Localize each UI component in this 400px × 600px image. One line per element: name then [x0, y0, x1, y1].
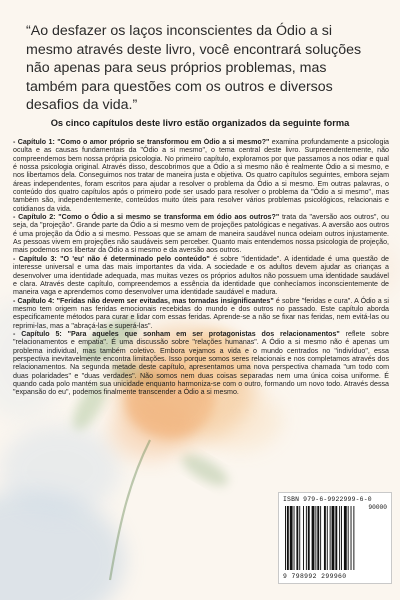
barcode-bar — [330, 506, 331, 570]
isbn-barcode — [278, 492, 392, 584]
barcode-bar — [294, 506, 295, 570]
chapter-5-title: "Para aqueles que sonham em ser protagonistas dos relacionamentos" — [67, 329, 340, 338]
chapter-1-summary — [13, 138, 389, 213]
barcode-bar — [315, 506, 316, 570]
barcode-bar — [285, 506, 286, 570]
barcode-bar — [317, 506, 319, 570]
chapter-5-body: reflete sobre "relacionamentos e empatia". É uma discussão sobre "relações humanas". A Ódio a si mesmo não é apenas um problema individual, mas também coletivo. Embora vejamos a vida e o mundo centrados no "indivíduo", essa perspectiva inevitavelmente encontra limitações. Isso porque somos seres relacionais e nos completamos através dos relacionamentos. Na segunda metade deste capítulo, apresentamos uma nova perspectiva chamada "um todo com duas polaridades" e "duas verdades". Não somos nem duas coisas separadas nem uma única coisa uniforme. É quando cada polo mantém sua unicidade enquanto harmoniza-se com o outro, formando um novo todo. Através dessa "expansão do eu", podemos finalmente transcender a Ódio a si mesmo. — [13, 329, 389, 397]
barcode-bar — [341, 506, 342, 570]
chapter-4-lead: - Capítulo 4: — [13, 296, 57, 305]
barcode-number: 9 798992 299960 — [283, 573, 347, 580]
chapter-1-title: "Como o amor próprio se transformou em Ódio a si mesmo?" — [57, 138, 270, 146]
chapter-3-title: "O 'eu' não é determinado pelo conteúdo" — [60, 254, 210, 263]
chapter-2-title: "Como o Ódio a si mesmo se transforma em ódio aos outros?" — [58, 213, 280, 222]
chapter-1-lead: - Capítulo 1: — [13, 138, 58, 146]
chapter-4-body: é sobre "feridas e cura". A Ódio a si mesmo tem origem nas feridas emocionais recebidas do mundo e dos outros no passado. Este capítulo aborda especificamente métodos para curar e lidar com essas feridas. Aprende-se a não se fixar nas feridas, nem evitá-las ou reprimi-las, mas a "abraçá-las e superá-las". — [13, 296, 389, 330]
chapter-3-summary — [13, 255, 389, 297]
chapter-2-summary — [13, 213, 389, 255]
barcode-bar — [312, 506, 315, 570]
barcode-bar — [296, 506, 298, 570]
barcode-bar — [290, 506, 293, 570]
barcode-bar — [287, 506, 289, 570]
isbn-label: ISBN 979-6-9922999-6-0 — [283, 496, 372, 503]
barcode-bar — [303, 506, 304, 570]
barcode-bar — [320, 506, 321, 570]
chapter-4-title: "Feridas não devem ser evitadas, mas tornadas insignificantes" — [56, 296, 274, 305]
chapter-2-body: trata da "aversão aos outros", ou seja, da "projeção". Grande parte da Ódio a si mesmo vem de projeções patológicas e negativas. A aversão aos outros é uma projeção da Ódio a si mesmo. Pessoas que se amam de maneira saudável nunca odeiam outros injustamente. As pessoas vivem em projeções não saudáveis sem perceber. Quanto mais entendemos nossa psicologia de projeção, mais podemos nos libertar da Ódio a si mesmo e da aversão aos outros. — [13, 213, 389, 255]
barcode-bar — [299, 506, 300, 570]
barcode-bar — [353, 506, 354, 570]
section-heading: Os cinco capítulos deste livro estão organizados da seguinte forma — [50, 118, 350, 128]
chapter-3-lead: - Capítulo 3: — [13, 254, 61, 263]
chapter-2-lead: - Capítulo 2: — [13, 213, 59, 222]
watercolor-stem — [110, 440, 150, 580]
barcode-bar — [339, 506, 340, 570]
chapter-summaries — [13, 138, 389, 450]
chapter-1-body: examina profundamente a psicologia oculta e as causas fundamentais da "Ódio a si mesmo", o tema central deste livro. Surpreendentemente, não compreendemos bem nossa própria psicologia. No primeiro capítulo, exploramos por que passamos a nos odiar e qual é nossa psicologia original. Através disso, descobrimos que a Ódio a si mesmo não é realmente Ódio a si mesmo, e nos libertamos dela. Conseguimos nos tratar de maneira justa e objetiva. Os quatro capítulos seguintes, embora sejam áreas independentes, foram escritos para ajudar a resolver o problema da Ódio a si mesmo. Em outras palavras, o conteúdo dos quatro capítulos após o primeiro pode ser usado para resolver o problema da "Ódio a si mesmo", mas também são, independentemente, conteúdos muito úteis para resolver vários problemas psicológicos, relacionais e cotidianos da vida. — [13, 138, 389, 213]
barcode-bar — [332, 506, 335, 570]
barcode-bar — [351, 506, 352, 570]
back-cover-quote: “Ao desfazer os laços inconscientes da Ódio a si mesmo através deste livro, você encontrará soluções não apenas para seus próprios problemas, mas também para questões com os outros e diversos desafios da vida.” — [26, 23, 362, 114]
price-code: 90000 — [368, 504, 387, 511]
chapter-4-summary — [13, 297, 389, 330]
barcode-bar — [324, 506, 326, 570]
barcode-bar — [308, 506, 310, 570]
barcode-bars — [283, 506, 387, 572]
barcode-bar — [327, 506, 328, 570]
barcode-bar — [344, 506, 347, 570]
chapter-5-summary — [13, 330, 389, 397]
chapter-3-body: é sobre "identidade". A identidade é uma questão de interesse universal e uma das mais importantes da vida. A sociedade e os adultos devem ajudar as crianças a desenvolver uma identidade adequada, mas muitas vezes os próprios adultos não possuem uma identidade saudável e clara. Através deste capítulo, compreendemos a essência da identidade que conhecíamos inconscientemente de maneira vaga e aprendemos como desenvolver uma identidade saudável e madura. — [13, 254, 389, 297]
barcode-bar — [348, 506, 349, 570]
barcode-bar — [335, 506, 337, 570]
chapter-5-lead: - Capítulo 5: — [13, 329, 68, 338]
barcode-bar — [306, 506, 307, 570]
